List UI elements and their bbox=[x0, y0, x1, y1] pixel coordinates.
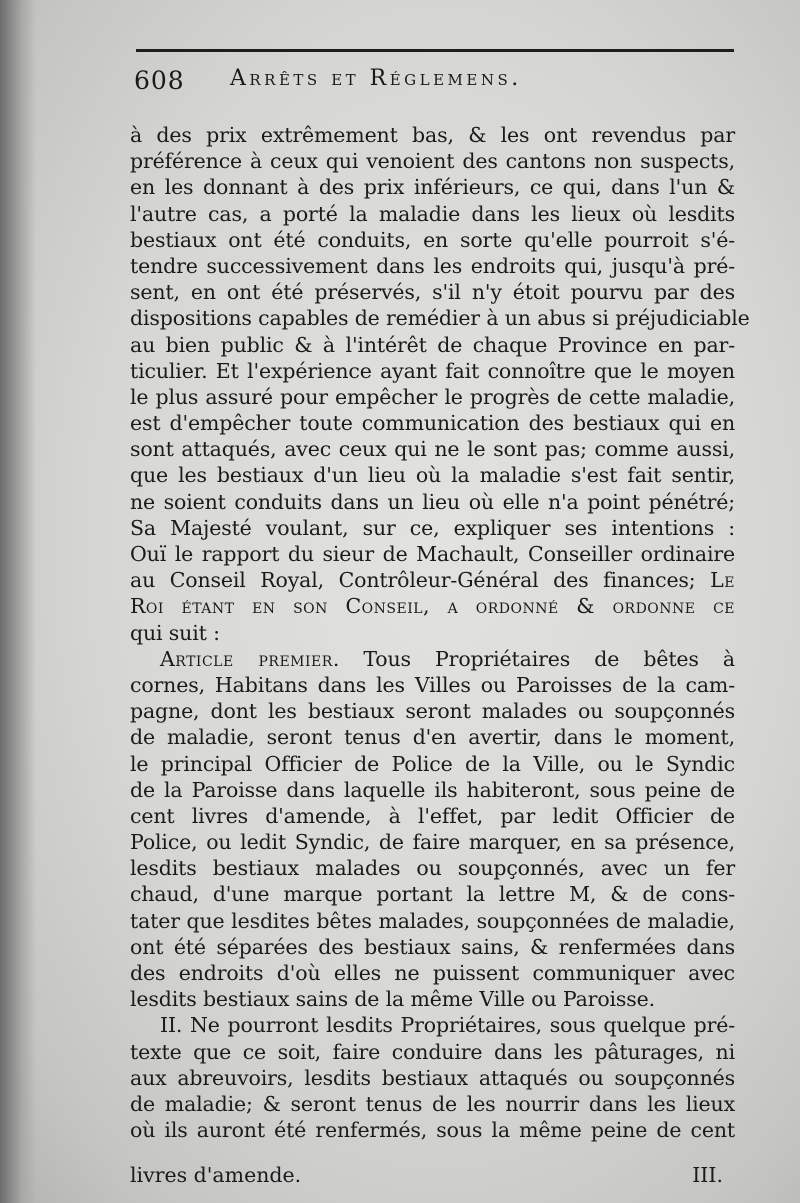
text-line: lesdits bestiaux sains de la même Ville ou Paroisse. bbox=[130, 987, 656, 1012]
article-heading: Article premier bbox=[160, 646, 333, 671]
text-line: sent, en ont été préservés, s'il n'y étoit pourvu par des bbox=[130, 280, 735, 305]
text-line: ticulier. Et l'expérience ayant fait connoître que le moyen bbox=[130, 358, 735, 383]
last-text-line: livres d'amende. bbox=[130, 1163, 302, 1187]
text-line: cent livres d'amende, à l'effet, par ledit Officier de bbox=[130, 803, 735, 828]
text-line bbox=[130, 646, 735, 672]
text-line: cornes, Habitans dans les Villes ou Paroisses de la cam- bbox=[130, 672, 735, 697]
text-line: qui suit : bbox=[130, 620, 220, 645]
text-segment: étant en son Conseil, a ordonné & ordonne ce bbox=[181, 594, 735, 619]
text-line: pagne, dont les bestiaux seront malades ou soupçonnés bbox=[130, 699, 735, 724]
text-line: Ouï le rapport du sieur de Machault, Conseiller ordinaire bbox=[130, 542, 735, 566]
text-line: aux abreuvoirs, lesdits bestiaux attaqués ou soupçonnés bbox=[130, 1065, 735, 1090]
text-line: de la Paroisse dans laquelle ils habiteront, sous peine de bbox=[130, 777, 735, 802]
text-line: texte que ce soit, faire conduire dans les pâturages, ni bbox=[130, 1039, 735, 1064]
text-line: de maladie, seront tenus d'en avertir, dans le moment, bbox=[130, 725, 735, 750]
text-line: l'autre cas, a porté la maladie dans les lieux où lesdits bbox=[130, 201, 735, 226]
page-number: 608 bbox=[134, 66, 185, 95]
text-line: tendre successivement dans les endroits qui, jusqu'à pré- bbox=[130, 253, 735, 278]
text-line: chaud, d'une marque portant la lettre M, & de cons- bbox=[130, 882, 735, 907]
text-line: le principal Officier de Police de la Ville, ou le Syndic bbox=[130, 751, 735, 776]
text-line: II. Ne pourront lesdits Propriétaires, sous quelque pré- bbox=[160, 1013, 735, 1038]
page-header bbox=[134, 62, 734, 98]
header-rule bbox=[136, 49, 734, 52]
catchword: III. bbox=[692, 1163, 723, 1187]
text-line: que les bestiaux d'un lieu où la maladie s'est fait sentir, bbox=[130, 463, 735, 488]
text-line: au bien public & à l'intérêt de chaque Province en par- bbox=[130, 332, 735, 357]
text-line: où ils auront été renfermés, sous la même peine de cent bbox=[130, 1118, 735, 1143]
text-line: à des prix extrêmement bas, & les ont revendus par bbox=[130, 123, 735, 147]
text-line bbox=[130, 593, 735, 619]
page-gutter-shadow bbox=[0, 0, 36, 1203]
roi-word: Roi bbox=[130, 594, 182, 619]
text-line: Police, ou ledit Syndic, de faire marquer, en sa présence, bbox=[130, 830, 735, 855]
text-line: ont été séparées des bestiaux sains, & renfermées dans bbox=[130, 934, 735, 959]
text-line: lesdits bestiaux malades ou soupçonnés, avec un fer bbox=[130, 856, 735, 881]
text-line: ne soient conduits dans un lieu où elle n'a point pénétré; bbox=[130, 489, 735, 514]
running-head: Arrêts et Réglemens. bbox=[230, 66, 522, 91]
text-line: est d'empêcher toute communication des bestiaux qui en bbox=[130, 411, 735, 436]
text-line: préférence à ceux qui venoient des cantons non suspects, bbox=[130, 149, 735, 174]
text-line: des endroits d'où elles ne puissent communiquer avec bbox=[130, 961, 735, 985]
text-line: le plus assuré pour empêcher le progrès de cette maladie, bbox=[130, 384, 735, 409]
text-line: dispositions capables de remédier à un abus si préjudiciable bbox=[130, 306, 750, 331]
le-roi-word: Le bbox=[710, 568, 735, 593]
text-line: bestiaux ont été conduits, en sorte qu'elle pourroit s'é- bbox=[130, 227, 735, 252]
page-footer bbox=[130, 1163, 735, 1191]
text-line: Sa Majesté voulant, sur ce, expliquer ses intentions : bbox=[130, 515, 735, 540]
text-line: en les donnant à des prix inférieurs, ce qui, dans l'un & bbox=[130, 175, 735, 200]
text-line: sont attaqués, avec ceux qui ne le sont pas; comme aussi, bbox=[130, 437, 735, 462]
text-segment: au Conseil Royal, Contrôleur-Général des finances; bbox=[130, 568, 711, 593]
text-line: de maladie; & seront tenus de les nourrir dans les lieux bbox=[130, 1091, 735, 1116]
text-line: tater que lesdites bêtes malades, soupçonnées de maladie, bbox=[130, 908, 735, 933]
body-text bbox=[130, 122, 750, 1143]
text-line bbox=[130, 567, 735, 593]
text-segment: . Tous Propriétaires de bêtes à bbox=[332, 646, 735, 671]
